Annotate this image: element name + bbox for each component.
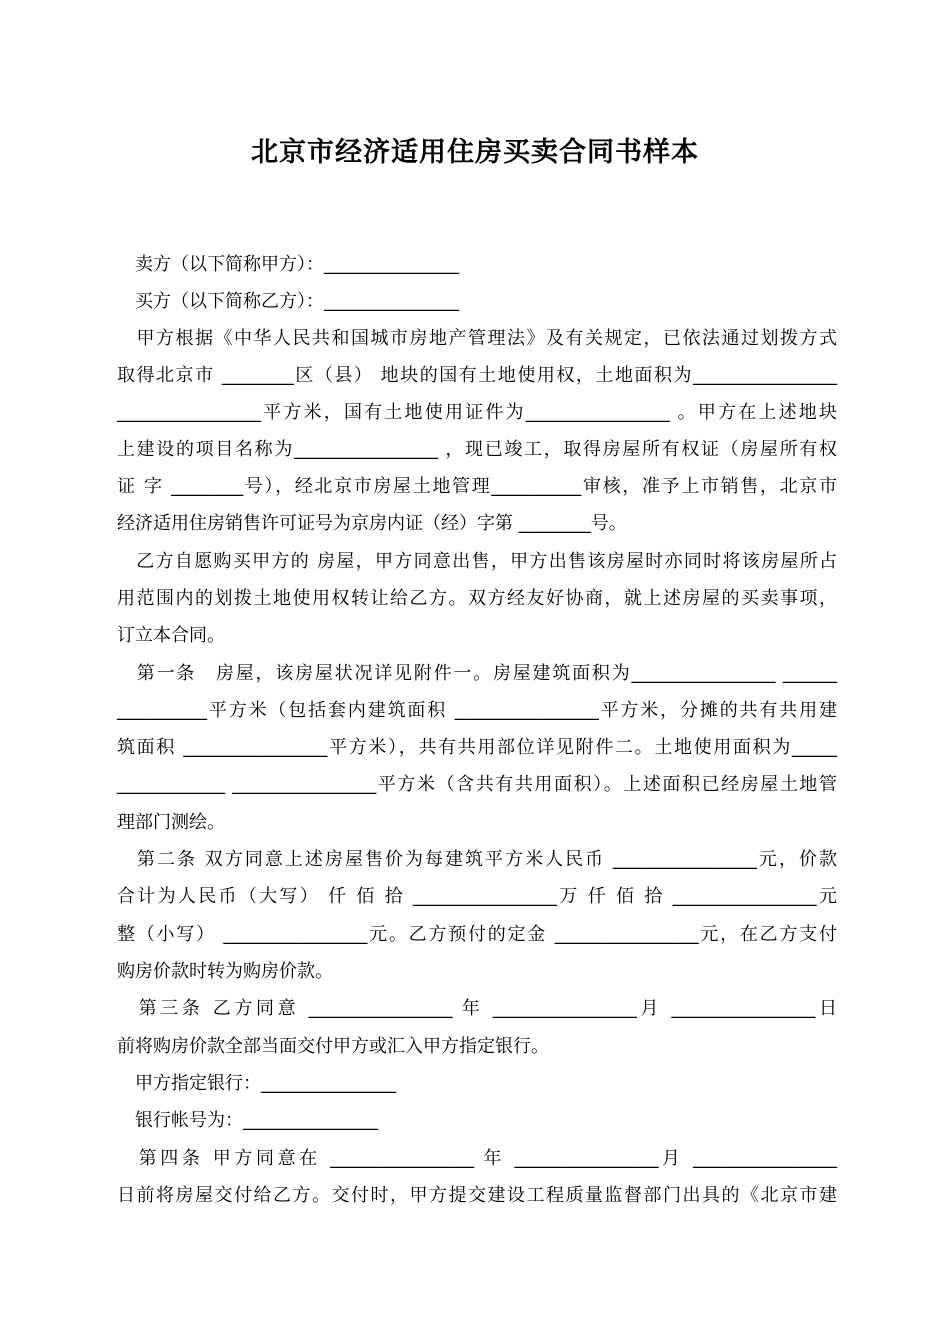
paragraph-line: 证 字 ________号），经北京市房屋土地管理__________审核，准予上市销售，北京市	[117, 476, 837, 497]
article-3-line: 前将购房价款全部当面交付甲方或汇入甲方指定银行。	[117, 1036, 549, 1057]
article-3-line: 第三条 乙方同意 ________________ 年 ________________月 ________________日	[117, 998, 837, 1019]
article-2-line: 整（小写） ________________元。乙方预付的定金 ________________元，在乙方支付	[117, 924, 837, 945]
paragraph-line: 经济适用住房销售许可证号为京房内证（经）字第 ________号。	[117, 513, 627, 534]
paragraph-line: 订立本合同。	[117, 625, 225, 646]
article-2-line: 购房价款时转为购房价款。	[117, 961, 333, 982]
bank-line: 甲方指定银行：_______________	[117, 1073, 396, 1094]
document-title: 北京市经济适用住房买卖合同书样本	[251, 137, 699, 168]
paragraph-line: 取得北京市 ________区（县） 地块的国有土地使用权，土地面积为________________	[117, 365, 837, 386]
buyer-line: 买方（以下简称乙方）：_______________	[117, 291, 459, 312]
paragraph-line: 乙方自愿购买甲方的 房屋，甲方同意出售，甲方出售该房屋时亦同时将该房屋所占	[117, 551, 837, 572]
account-line: 银行帐号为：_______________	[117, 1110, 378, 1131]
article-4-line: 第四条 甲方同意在 ________________ 年 ________________月 ________________	[117, 1148, 837, 1169]
article-1-line: __________平方米（包括套内建筑面积 ________________平方米，分摊的共有共用建	[117, 700, 837, 721]
article-2-line: 合计为人民币（大写） 仟 佰 拾 ________________万 仟 佰 拾 ________________元	[117, 886, 837, 907]
article-1-line: 筑面积 ________________平方米），共有共用部位详见附件二。土地使用面积为_____	[117, 737, 837, 758]
article-1-line: 第一条 房屋，该房屋状况详见附件一。房屋建筑面积为________________ ______	[117, 663, 837, 684]
article-1-line: ____________ ________________平方米（含共有共用面积）。上述面积已经房屋土地管	[117, 774, 837, 795]
paragraph-line: 甲方根据《中华人民共和国城市房地产管理法》及有关规定，已依法通过划拨方式	[117, 328, 837, 349]
article-4-line: 日前将房屋交付给乙方。交付时，甲方提交建设工程质量监督部门出具的《北京市建	[117, 1185, 837, 1206]
paragraph-line: ________________平方米，国有土地使用证件为________________ 。甲方在上述地块	[117, 402, 837, 423]
article-2-line: 第二条 双方同意上述房屋售价为每建筑平方米人民币 ________________元，价款	[117, 849, 837, 870]
paragraph-line: 用范围内的划拨土地使用权转让给乙方。双方经友好协商，就上述房屋的买卖事项，	[117, 588, 837, 609]
paragraph-line: 上建设的项目名称为________________ ，现已竣工，取得房屋所有权证（房屋所有权	[117, 439, 837, 460]
article-1-line: 理部门测绘。	[117, 812, 225, 833]
seller-line: 卖方（以下简称甲方）：_______________	[117, 254, 459, 275]
